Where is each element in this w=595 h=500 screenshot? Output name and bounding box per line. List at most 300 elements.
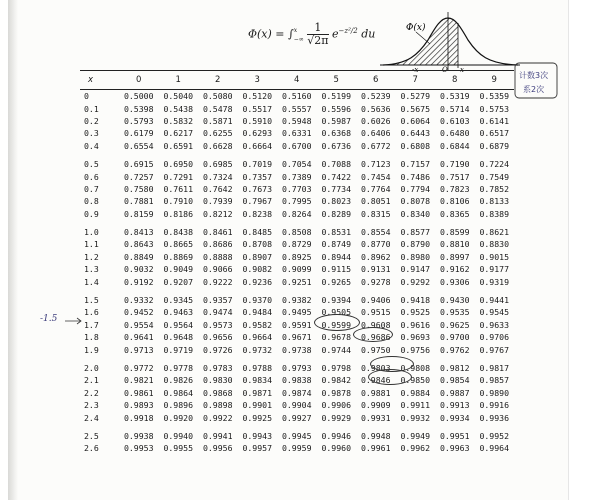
table-cell: 0.9951 (439, 430, 470, 441)
row-x-value: 2.0 (84, 363, 99, 373)
table-cell: 0.9940 (163, 430, 194, 441)
table-cell: 0.9265 (321, 276, 352, 287)
corner-note-box (513, 60, 561, 102)
table-cell: 0.9808 (400, 363, 431, 373)
table-cell: 0.6772 (360, 140, 391, 151)
table-cell: 0.5000 (123, 91, 154, 102)
table-cell: 0.8888 (202, 251, 233, 262)
table-cell: 0.5239 (360, 91, 391, 102)
row-x-value: 1.3 (84, 264, 99, 275)
table-cell: 0.5832 (163, 115, 194, 126)
table-cell: 0.8554 (360, 227, 391, 238)
table-cell: 0.7910 (163, 196, 194, 207)
table-cell: 0.9177 (479, 264, 510, 275)
table-cell: 0.9430 (439, 295, 470, 306)
table-cell: 0.9941 (202, 430, 233, 441)
table-cell: 0.7881 (123, 196, 154, 207)
table-cell: 0.9861 (123, 387, 154, 398)
table-cell: 0.6950 (163, 159, 194, 170)
upper-limit: x (293, 26, 298, 34)
table-cell: 0.9049 (163, 264, 194, 275)
table-row (80, 183, 514, 195)
table-cell: 0.9948 (360, 430, 391, 441)
table-cell: 0.9505 (321, 307, 352, 318)
table-cell: 0.9901 (242, 400, 273, 411)
pen-circle-0-9505 (353, 327, 393, 342)
table-cell: 0.9830 (202, 375, 233, 386)
table-row (80, 362, 514, 374)
table-cell: 0.9963 (439, 443, 470, 454)
table-cell: 0.9922 (202, 412, 233, 423)
table-cell: 0.8770 (360, 239, 391, 250)
table-cell: 0.9949 (400, 430, 431, 441)
table-row (80, 158, 514, 170)
table-cell: 0.8599 (439, 227, 470, 238)
table-cell: 0.9959 (281, 443, 312, 454)
table-cell: 0.7054 (281, 159, 312, 170)
table-row (80, 195, 514, 207)
table-cell: 0.9573 (202, 319, 233, 330)
header-col-8: 8 (435, 71, 475, 90)
table-cell: 0.8508 (281, 227, 312, 238)
table-row (80, 343, 514, 355)
table-cell: 0.9927 (281, 412, 312, 423)
table-cell: 0.6443 (400, 128, 431, 139)
header-col-6: 6 (356, 71, 396, 90)
table-cell: 0.8944 (321, 251, 352, 262)
row-x-value: 2.3 (84, 400, 99, 411)
table-cell: 0.9545 (479, 307, 510, 318)
table-cell: 0.6554 (123, 140, 154, 151)
table-cell: 0.5714 (439, 103, 470, 114)
table-cell: 0.8849 (123, 251, 154, 262)
table-cell: 0.7673 (242, 183, 273, 194)
table-cell: 0.8051 (360, 196, 391, 207)
table-cell: 0.7157 (400, 159, 431, 170)
table-cell: 0.6591 (163, 140, 194, 151)
table-cell: 0.8708 (242, 239, 273, 250)
table-cell: 0.9251 (281, 276, 312, 287)
row-x-value: 2.1 (84, 375, 99, 386)
table-cell: 0.7517 (439, 171, 470, 182)
table-cell: 0.9744 (321, 344, 352, 355)
table-cell: 0.7454 (360, 171, 391, 182)
table-cell: 0.9706 (479, 332, 510, 343)
table-cell: 0.9868 (202, 387, 233, 398)
table-row (80, 306, 514, 318)
x-marker-label: x (460, 66, 464, 72)
neg-x-label: -x (412, 66, 419, 72)
table-cell: 0.9918 (123, 412, 154, 423)
table-cell: 0.9495 (281, 307, 312, 318)
table-cell: 0.9881 (360, 387, 391, 398)
table-cell: 0.8315 (360, 208, 391, 219)
table-cell: 0.8665 (163, 239, 194, 250)
table-cell: 0.9554 (123, 319, 154, 330)
z-table (80, 70, 514, 455)
table-cell: 0.5636 (360, 103, 391, 114)
table-cell: 0.9846 (360, 375, 391, 386)
table-cell: 0.8790 (400, 239, 431, 250)
table-row (80, 387, 514, 399)
table-cell: 0.9934 (439, 412, 470, 423)
row-x-value: 1.8 (84, 332, 99, 343)
table-cell: 0.9616 (400, 319, 431, 330)
table-cell: 0.5040 (163, 91, 194, 102)
table-cell: 0.9767 (479, 344, 510, 355)
table-cell: 0.9406 (360, 295, 391, 306)
table-cell: 0.9738 (281, 344, 312, 355)
row-x-value: 2.5 (84, 430, 99, 441)
table-cell: 0.7422 (321, 171, 352, 182)
table-cell: 0.9162 (439, 264, 470, 275)
cdf-formula (248, 22, 375, 47)
table-cell: 0.9591 (281, 319, 312, 330)
table-cell: 0.9115 (321, 264, 352, 275)
row-x-value: 1.5 (84, 295, 99, 306)
table-cell: 0.6628 (202, 140, 233, 151)
table-cell: 0.9864 (163, 387, 194, 398)
table-body (80, 90, 514, 455)
table-cell: 0.9850 (400, 375, 431, 386)
table-cell: 0.7764 (360, 183, 391, 194)
table-cell: 0.9890 (479, 387, 510, 398)
table-cell: 0.9957 (242, 443, 273, 454)
table-cell: 0.9535 (439, 307, 470, 318)
table-cell: 0.9147 (400, 264, 431, 275)
table-cell: 0.7580 (123, 183, 154, 194)
row-x-value: 1.6 (84, 307, 99, 318)
table-cell: 0.9222 (202, 276, 233, 287)
table-cell: 0.9857 (479, 375, 510, 386)
table-cell: 0.7088 (321, 159, 352, 170)
table-row (80, 374, 514, 386)
row-x-value: 2.6 (84, 443, 99, 454)
table-cell: 0.9913 (439, 400, 470, 411)
table-cell: 0.9292 (400, 276, 431, 287)
table-cell: 0.9842 (321, 375, 352, 386)
differential: du (361, 27, 376, 41)
row-x-value: 2.4 (84, 412, 99, 423)
table-row (80, 170, 514, 182)
page-edge (568, 0, 583, 500)
table-cell: 0.7291 (163, 171, 194, 182)
table-cell: 0.7939 (202, 196, 233, 207)
corner-note-line-2: 系2次 (523, 85, 545, 94)
table-cell: 0.9878 (321, 387, 352, 398)
table-cell: 0.7823 (439, 183, 470, 194)
table-cell: 0.7703 (281, 183, 312, 194)
row-x-value: 2.2 (84, 387, 99, 398)
table-cell: 0.9884 (400, 387, 431, 398)
table-cell: 0.6480 (439, 128, 470, 139)
table-cell: 0.5793 (123, 115, 154, 126)
table-cell: 0.9357 (202, 295, 233, 306)
table-cell: 0.9719 (163, 344, 194, 355)
table-cell: 0.8749 (321, 239, 352, 250)
table-row (80, 102, 514, 114)
table-cell: 0.9278 (360, 276, 391, 287)
table-row (80, 399, 514, 411)
table-cell: 0.5675 (400, 103, 431, 114)
table-cell: 0.5478 (202, 103, 233, 114)
table-cell: 0.9925 (242, 412, 273, 423)
table-cell: 0.5438 (163, 103, 194, 114)
table-cell: 0.9955 (163, 443, 194, 454)
table-row (80, 208, 514, 220)
table-cell: 0.8365 (439, 208, 470, 219)
table-cell: 0.9515 (360, 307, 391, 318)
integral-limits (294, 26, 304, 44)
table-cell: 0.7549 (479, 171, 510, 182)
table-cell: 0.6331 (281, 128, 312, 139)
table-cell: 0.9582 (242, 319, 273, 330)
table-header-row (80, 71, 514, 90)
table-cell: 0.5753 (479, 103, 510, 114)
page-shadow (8, 0, 18, 500)
table-cell: 0.6179 (123, 128, 154, 139)
table-cell: 0.6141 (479, 115, 510, 126)
row-x-value: 0.6 (84, 171, 99, 182)
row-x-value: 0.7 (84, 183, 99, 194)
header-col-9: 9 (475, 71, 515, 90)
table-cell: 0.9956 (202, 443, 233, 454)
table-cell: 0.7642 (202, 183, 233, 194)
table-cell: 0.8212 (202, 208, 233, 219)
table-cell: 0.5199 (321, 91, 352, 102)
table-cell: 0.9599 (321, 319, 352, 330)
table-row (80, 430, 514, 442)
curve-label: Φ(x) (406, 23, 426, 33)
table-cell: 0.9762 (439, 344, 470, 355)
row-x-value: 1.0 (84, 227, 99, 238)
table-cell: 0.9952 (479, 430, 510, 441)
table-cell: 0.7486 (400, 171, 431, 182)
table-cell: 0.9726 (202, 344, 233, 355)
table-cell: 0.9945 (281, 430, 312, 441)
table-cell: 0.9893 (123, 400, 154, 411)
table-cell: 0.6736 (321, 140, 352, 151)
table-cell: 0.9319 (479, 276, 510, 287)
table-cell: 0.6879 (479, 140, 510, 151)
table-cell: 0.6517 (479, 128, 510, 139)
table-cell: 0.9909 (360, 400, 391, 411)
table-cell: 0.5080 (202, 91, 233, 102)
table-cell: 0.9936 (479, 412, 510, 423)
table-cell: 0.9871 (242, 387, 273, 398)
row-x-value: 1.7 (84, 319, 99, 330)
table-cell: 0.8962 (360, 251, 391, 262)
table-cell: 0.6293 (242, 128, 273, 139)
table-cell: 0.9916 (479, 400, 510, 411)
table-cell: 0.9962 (400, 443, 431, 454)
table-cell: 0.6255 (202, 128, 233, 139)
fraction-numerator: 1 (307, 22, 328, 35)
table-cell: 0.7389 (281, 171, 312, 182)
table-cell: 0.9896 (163, 400, 194, 411)
table-row (80, 263, 514, 275)
table-cell: 0.9953 (123, 443, 154, 454)
table-cell: 0.5160 (281, 91, 312, 102)
table-cell: 0.5910 (242, 115, 273, 126)
table-cell: 0.9641 (123, 332, 154, 343)
table-cell: 0.8810 (439, 239, 470, 250)
table-cell: 0.9693 (400, 332, 431, 343)
row-x-value: 1.9 (84, 344, 99, 355)
table-cell: 0.9131 (360, 264, 391, 275)
table-cell: 0.9788 (242, 363, 273, 373)
table-row (80, 331, 514, 343)
margin-note: -1.5 (40, 314, 58, 324)
header-col-5: 5 (317, 71, 357, 90)
row-x-value: 1.2 (84, 251, 99, 262)
table-cell: 0.9564 (163, 319, 194, 330)
table-cell: 0.5596 (321, 103, 352, 114)
table-cell: 0.9032 (123, 264, 154, 275)
table-row (80, 238, 514, 250)
table-cell: 0.8078 (400, 196, 431, 207)
table-cell: 0.9345 (163, 295, 194, 306)
table-cell: 0.9394 (321, 295, 352, 306)
table-cell: 0.8289 (321, 208, 352, 219)
table-row (80, 251, 514, 263)
table-cell: 0.8643 (123, 239, 154, 250)
table-cell: 0.9713 (123, 344, 154, 355)
table-cell: 0.9826 (163, 375, 194, 386)
table-cell: 0.9812 (439, 363, 470, 373)
table-cell: 0.5279 (400, 91, 431, 102)
table-cell: 0.9525 (400, 307, 431, 318)
table-cell: 0.9664 (242, 332, 273, 343)
table-cell: 0.9671 (281, 332, 312, 343)
table-cell: 0.7257 (123, 171, 154, 182)
table-row (80, 294, 514, 306)
table-cell: 0.9929 (321, 412, 352, 423)
row-x-value: 0 (84, 91, 89, 102)
table-cell: 0.6700 (281, 140, 312, 151)
table-cell: 0.8577 (400, 227, 431, 238)
fraction (307, 22, 328, 47)
table-cell: 0.6915 (123, 159, 154, 170)
table-cell: 0.5319 (439, 91, 470, 102)
table-cell: 0.7611 (163, 183, 194, 194)
table-cell: 0.7019 (242, 159, 273, 170)
pen-circle-0-9495 (314, 314, 360, 331)
table-cell: 0.9306 (439, 276, 470, 287)
table-cell: 0.9960 (321, 443, 352, 454)
table-cell: 0.8238 (242, 208, 273, 219)
table-cell: 0.6808 (400, 140, 431, 151)
table-cell: 0.9964 (479, 443, 510, 454)
table-cell: 0.9834 (242, 375, 273, 386)
row-x-value: 0.3 (84, 128, 99, 139)
table-cell: 0.5948 (281, 115, 312, 126)
table-cell: 0.7224 (479, 159, 510, 170)
row-x-value: 1.4 (84, 276, 99, 287)
table-cell: 0.7967 (242, 196, 273, 207)
table-row (80, 411, 514, 423)
header-x: x (80, 71, 119, 90)
table-cell: 0.8186 (163, 208, 194, 219)
table-cell: 0.8413 (123, 227, 154, 238)
table-cell: 0.9332 (123, 295, 154, 306)
table-cell: 0.8925 (281, 251, 312, 262)
normal-distribution-table (80, 70, 514, 455)
table-cell: 0.9943 (242, 430, 273, 441)
table-cell: 0.9911 (400, 400, 431, 411)
table-cell: 0.9938 (123, 430, 154, 441)
table-cell: 0.8159 (123, 208, 154, 219)
row-x-value: 0.1 (84, 103, 99, 114)
table-cell: 0.9207 (163, 276, 194, 287)
table-cell: 0.9817 (479, 363, 510, 373)
table-cell: 0.7734 (321, 183, 352, 194)
table-cell: 0.9452 (123, 307, 154, 318)
table-cell: 0.8438 (163, 227, 194, 238)
table-row (80, 127, 514, 139)
table-cell: 0.8023 (321, 196, 352, 207)
table-cell: 0.8621 (479, 227, 510, 238)
table-cell: 0.5120 (242, 91, 273, 102)
table-cell: 0.6217 (163, 128, 194, 139)
table-cell: 0.9961 (360, 443, 391, 454)
table-cell: 0.9854 (439, 375, 470, 386)
table-cell: 0.5871 (202, 115, 233, 126)
table-cell: 0.9772 (123, 363, 154, 373)
table-cell: 0.7852 (479, 183, 510, 194)
table-cell: 0.8729 (281, 239, 312, 250)
table-cell: 0.9015 (479, 251, 510, 262)
table-cell: 0.9236 (242, 276, 273, 287)
table-cell: 0.8980 (400, 251, 431, 262)
table-cell: 0.9793 (281, 363, 312, 373)
integrand: e (332, 27, 339, 41)
table-cell: 0.9838 (281, 375, 312, 386)
table-cell: 0.9798 (321, 363, 352, 373)
table-cell: 0.6103 (439, 115, 470, 126)
table-page (8, 0, 583, 500)
table-cell: 0.9783 (202, 363, 233, 373)
pen-circle-0-9750 (368, 369, 412, 385)
table-cell: 0.9778 (163, 363, 194, 373)
table-cell: 0.5987 (321, 115, 352, 126)
formula-lhs: Φ(x) = ∫ (248, 27, 294, 41)
table-cell: 0.9082 (242, 264, 273, 275)
table-cell: 0.7190 (439, 159, 470, 170)
row-x-value: 1.1 (84, 239, 99, 250)
table-cell: 0.7357 (242, 171, 273, 182)
row-x-value: 0.8 (84, 196, 99, 207)
exponent: −z²/2 (338, 26, 358, 35)
table-cell: 0.8531 (321, 227, 352, 238)
table-row (80, 115, 514, 127)
table-cell: 0.9750 (360, 344, 391, 355)
table-cell: 0.9756 (400, 344, 431, 355)
table-cell: 0.9898 (202, 400, 233, 411)
table-cell: 0.8133 (479, 196, 510, 207)
bell-curve-figure (378, 10, 523, 72)
header-col-3: 3 (238, 71, 278, 90)
table-cell: 0.9474 (202, 307, 233, 318)
row-x-value: 0.5 (84, 159, 99, 170)
table-cell: 0.9906 (321, 400, 352, 411)
table-cell: 0.9700 (439, 332, 470, 343)
table-cell: 0.9678 (321, 332, 352, 343)
table-cell: 0.9821 (123, 375, 154, 386)
table-row (80, 442, 514, 454)
table-cell: 0.8907 (242, 251, 273, 262)
table-cell: 0.9920 (163, 412, 194, 423)
